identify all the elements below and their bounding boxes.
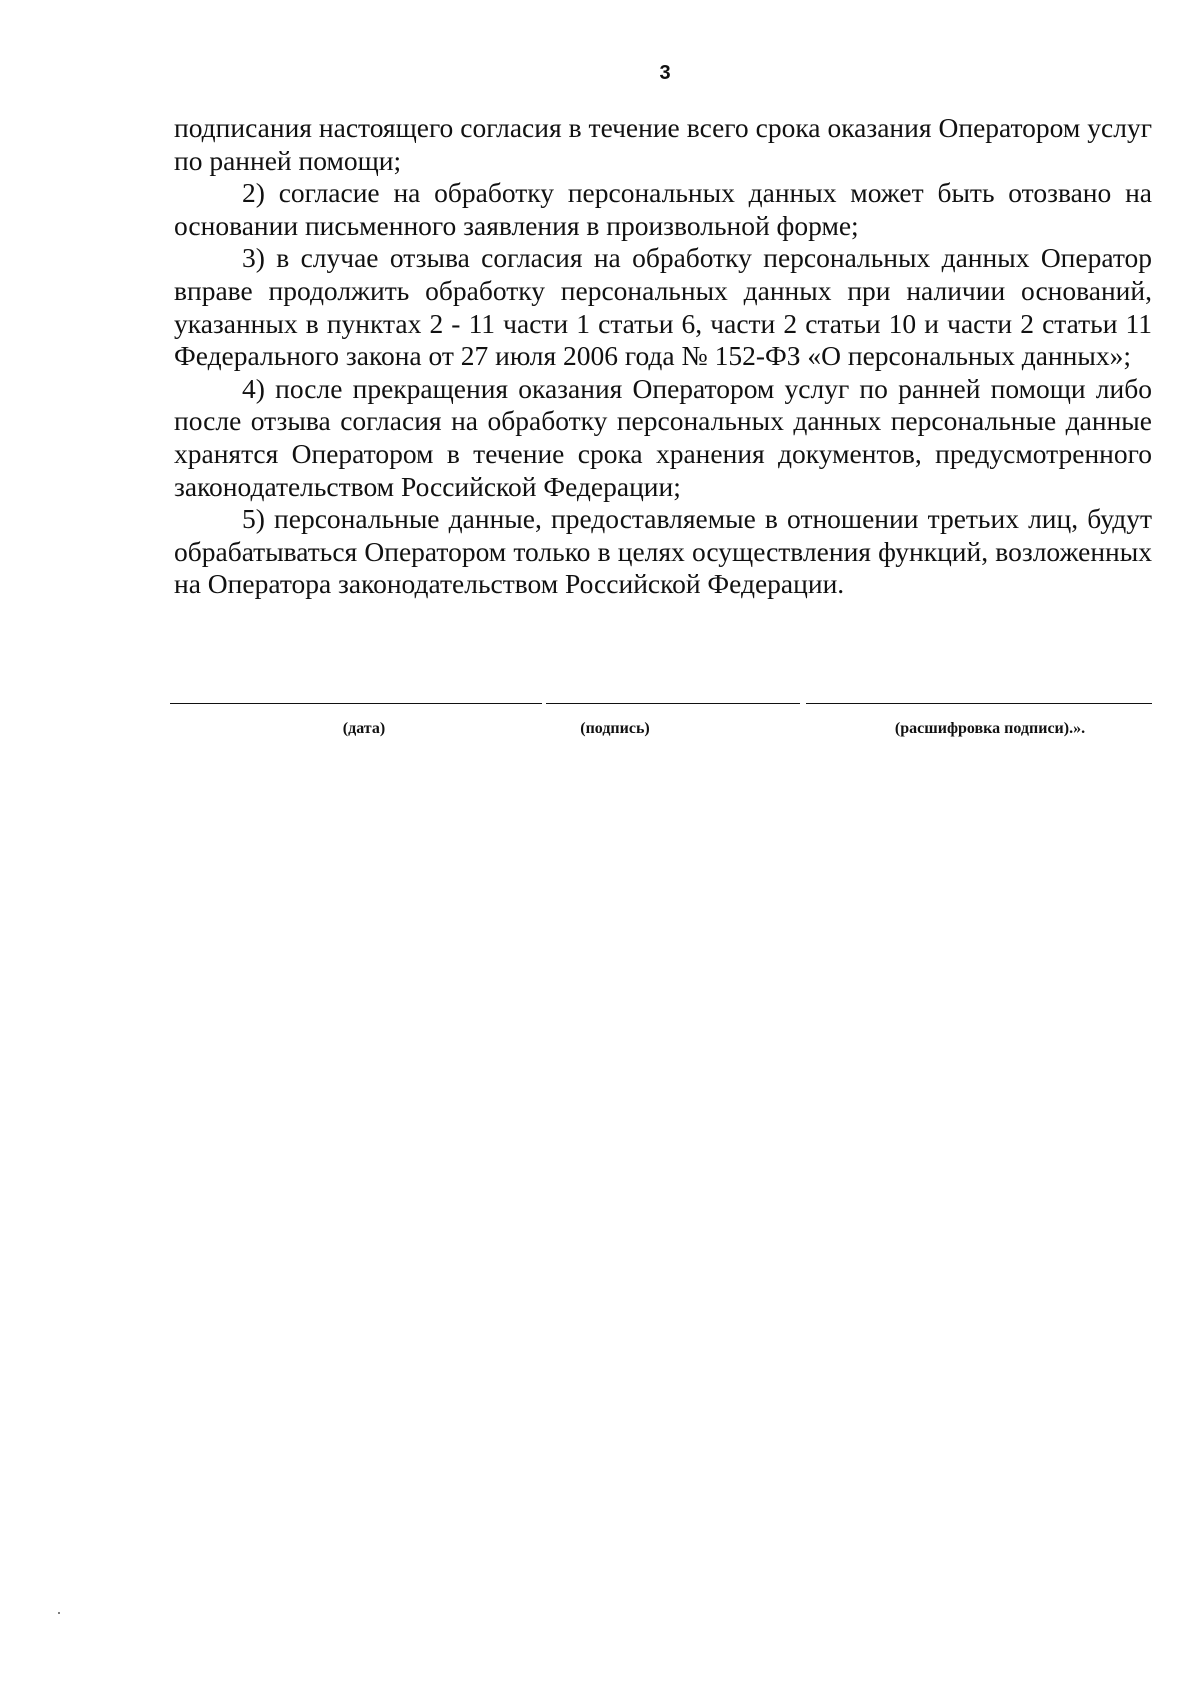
- scan-speck: [58, 1612, 60, 1614]
- sign-caption: (подпись): [580, 720, 650, 737]
- decode-caption: (расшифровка подписи).».: [894, 720, 1086, 737]
- date-signature-line: [170, 703, 542, 704]
- page-number: 3: [659, 62, 671, 84]
- date-caption: (дата): [342, 720, 386, 737]
- paragraph-item-3: 3) в случае отзыва согласия на обработку персональных данных Оператор вправе продолжить обработку персональных данных при наличии оснований, указанных в пунктах 2 - 11 части 1 статьи 6, части 2 статьи 10 и части 2 статьи 11 Федерального закона от 27 июля 2006 года № 152-ФЗ «О персональных данных»;: [174, 242, 1152, 372]
- body-text: [174, 112, 1152, 601]
- paragraph-item-4: 4) после прекращения оказания Оператором услуг по ранней помощи либо после отзыва согласия на обработку персональных данных персональные данные хранятся Оператором в течение срока хранения документов, предусмотренного законодательством Российской Федерации;: [174, 372, 1152, 502]
- paragraph-item-2: 2) согласие на обработку персональных данных может быть отозвано на основании письменного заявления в произвольной форме;: [174, 177, 1152, 241]
- sign-signature-line: [546, 703, 800, 704]
- decode-signature-line: [806, 703, 1152, 704]
- paragraph-item-5: 5) персональные данные, предоставляемые в отношении третьих лиц, будут обрабатываться Оператором только в целях осуществления функций, возложенных на Оператора законодательством Российской Федерации.: [174, 503, 1152, 600]
- paragraph-continuation: подписания настоящего согласия в течение всего срока оказания Оператором услуг по ранней помощи;: [174, 112, 1152, 176]
